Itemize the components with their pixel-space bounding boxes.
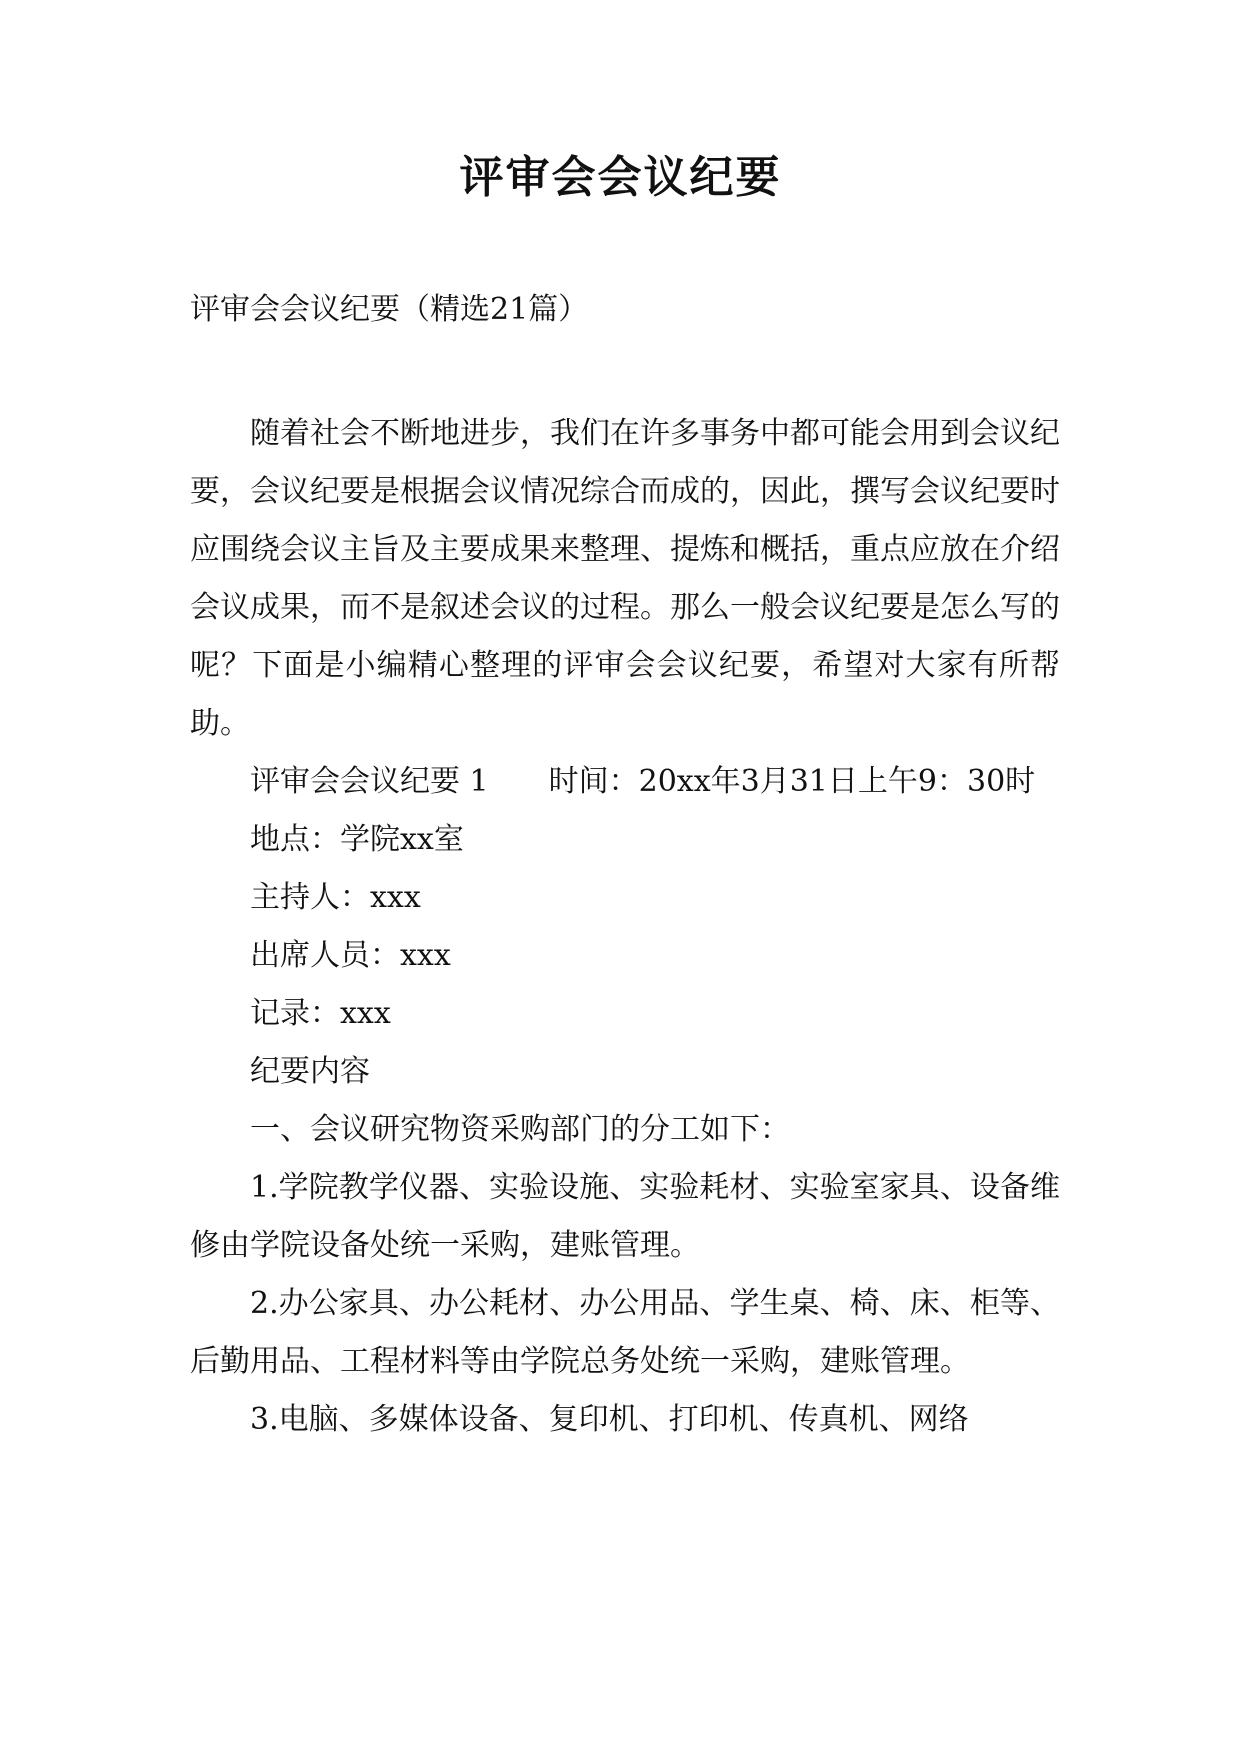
intro-paragraph: 随着社会不断地进步，我们在许多事务中都可能会用到会议纪要，会议纪要是根据会议情况综合而成的，因此，撰写会议纪要时应围绕会议主旨及主要成果来整理、提炼和概括，重点应放在介绍会议成果，而不是叙述会议的过程。那么一般会议纪要是怎么写的呢？下面是小编精心整理的评审会会议纪要，希望对大家有所帮助。 (190, 416, 1060, 741)
meeting-time: 评审会会议纪要 1 时间：20xx年3月31日上午9：30时 (250, 764, 1036, 799)
list-item-3: 3.电脑、多媒体设备、复印机、打印机、传真机、网络 (250, 1402, 969, 1437)
list-item-1: 1.学院教学仪器、实验设施、实验耗材、实验室家具、设备维修由学院设备处统一采购，建账管理。 (190, 1170, 1060, 1263)
list-item-2: 2.办公家具、办公耗材、办公用品、学生桌、椅、床、柜等、后勤用品、工程材料等由学院总务处统一采购，建账管理。 (190, 1286, 1060, 1379)
meeting-host: 主持人：xxx (250, 880, 421, 915)
document-title: 评审会会议纪要 (459, 152, 782, 203)
meeting-location: 地点：学院xx室 (250, 822, 464, 857)
summary-heading: 纪要内容 (250, 1054, 370, 1089)
document-subtitle: 评审会会议纪要（精选21篇） (190, 292, 589, 327)
meeting-recorder: 记录：xxx (250, 996, 391, 1031)
document-body (190, 405, 1060, 1449)
meeting-attendees: 出席人员：xxx (250, 938, 451, 973)
section-one-heading: 一、会议研究物资采购部门的分工如下： (250, 1112, 790, 1147)
